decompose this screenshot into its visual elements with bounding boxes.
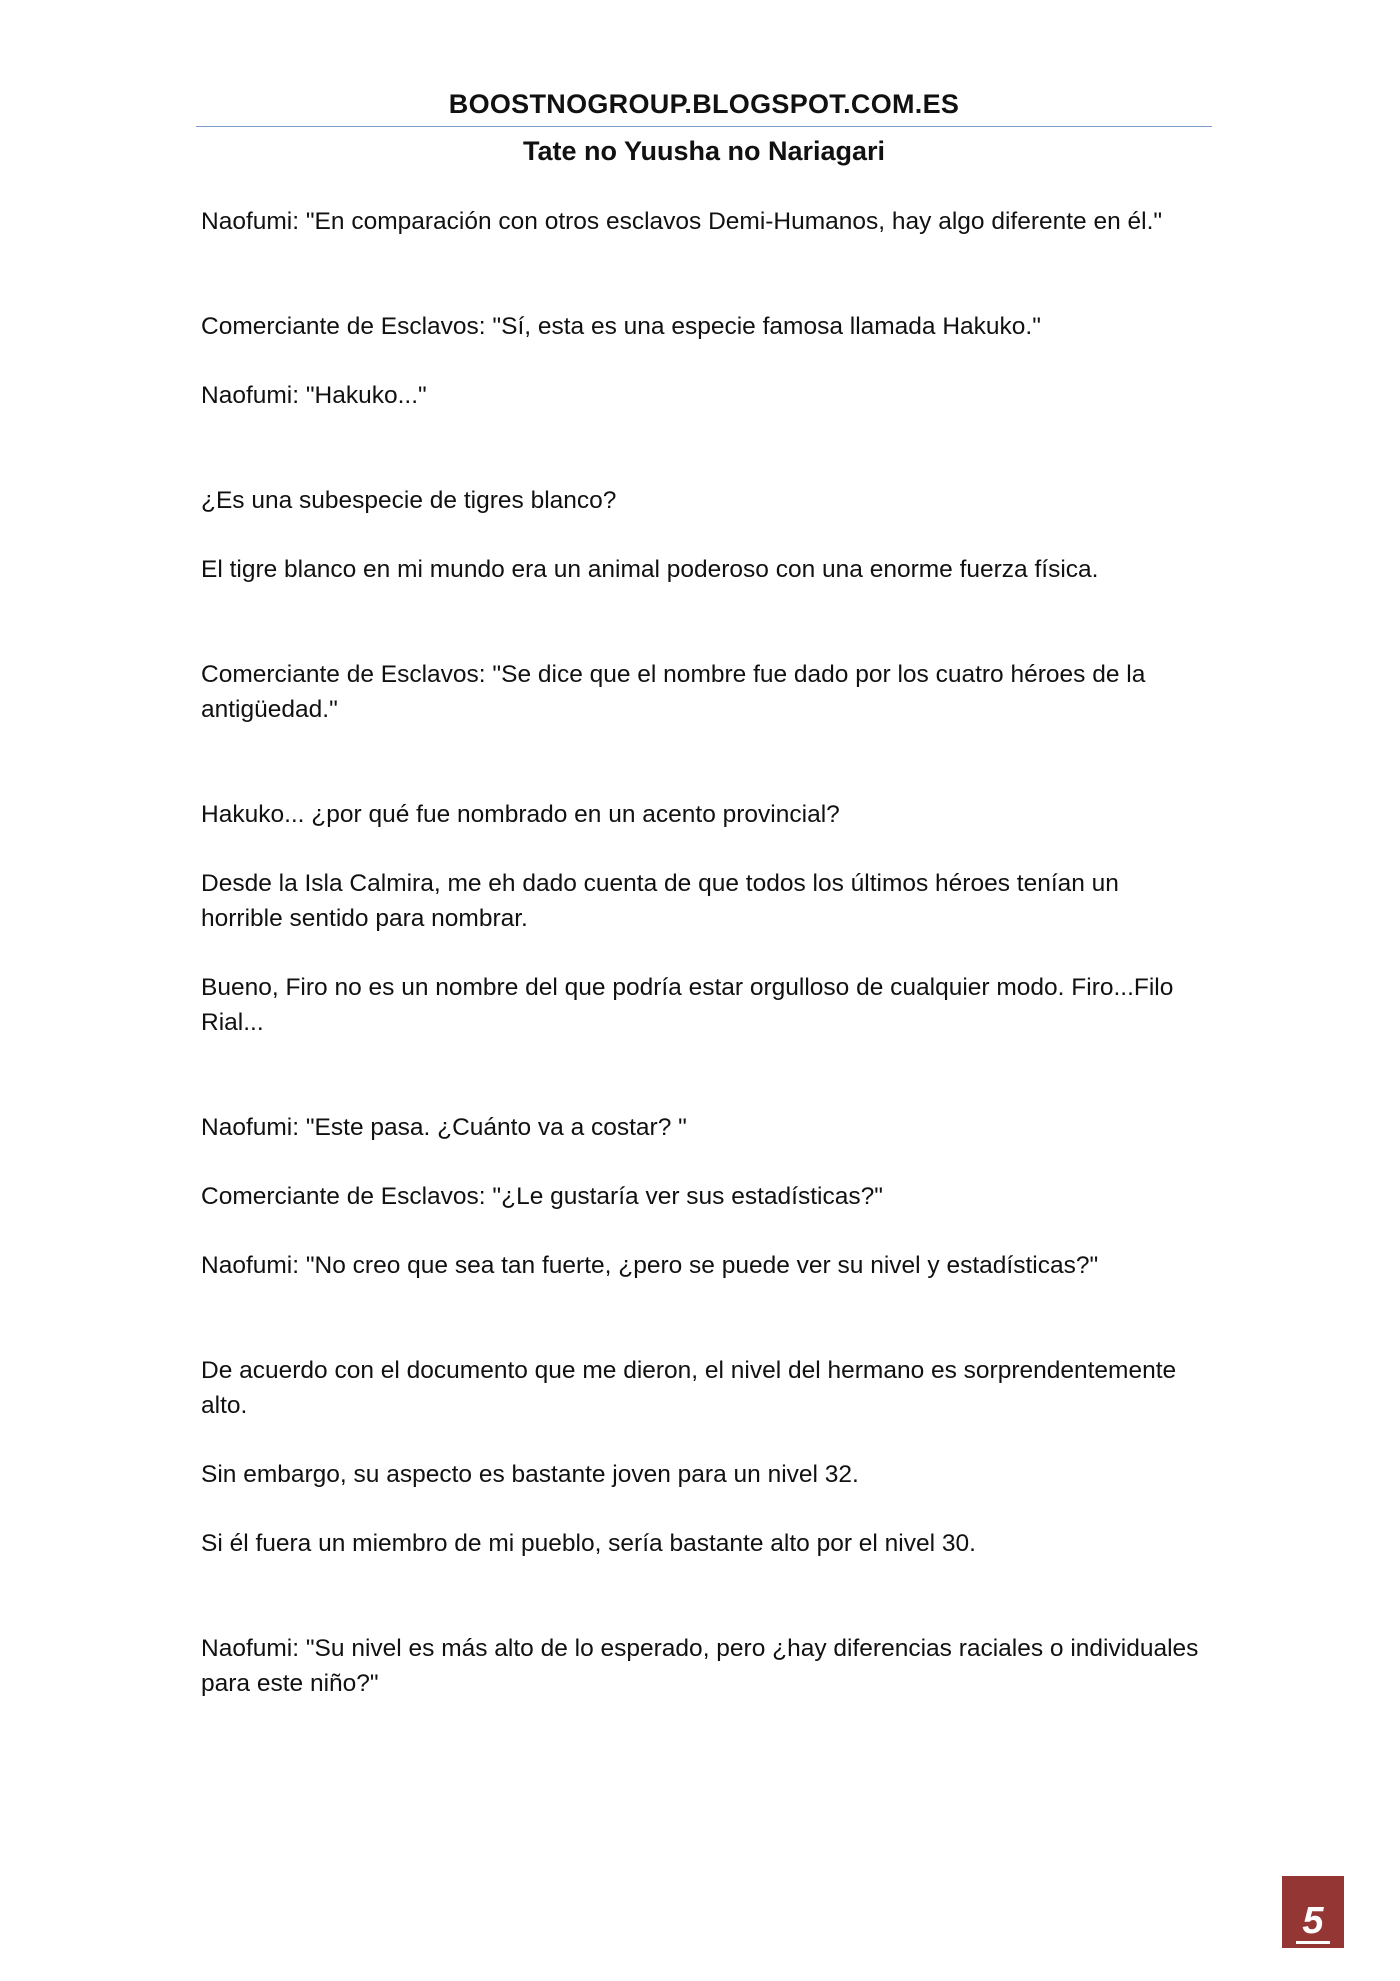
paragraph: El tigre blanco en mi mundo era un animal poderoso con una enorme fuerza física.	[201, 556, 1099, 583]
paragraph: Naofumi: "Hakuko..."	[201, 382, 427, 409]
site-name: BOOSTNOGROUP.BLOGSPOT.COM.ES	[448, 89, 960, 119]
paragraph: Bueno, Firo no es un nombre del que podría estar orgulloso de cualquier modo. Firo...Filo Rial...	[201, 974, 1174, 1036]
document-title: Tate no Yuusha no Nariagari	[522, 136, 886, 166]
paragraph: ¿Es una subespecie de tigres blanco?	[201, 487, 617, 514]
paragraph: Naofumi: "Este pasa. ¿Cuánto va a costar? "	[201, 1114, 687, 1141]
paragraph: Comerciante de Esclavos: "Sí, esta es una especie famosa llamada Hakuko."	[201, 313, 1041, 340]
paragraph: Si él fuera un miembro de mi pueblo, sería bastante alto por el nivel 30.	[201, 1530, 976, 1557]
paragraph: Desde la Isla Calmira, me eh dado cuenta de que todos los últimos héroes tenían un horrible sentido para nombrar.	[201, 870, 1119, 932]
page-number-badge	[1282, 1876, 1344, 1948]
paragraph: Naofumi: "Su nivel es más alto de lo esperado, pero ¿hay diferencias raciales o individuales para este niño?"	[201, 1635, 1199, 1697]
paragraph: Comerciante de Esclavos: "¿Le gustaría ver sus estadísticas?"	[201, 1183, 883, 1210]
page-header	[196, 84, 1212, 171]
page-number: 5	[1296, 1901, 1329, 1944]
paragraph: Sin embargo, su aspecto es bastante joven para un nivel 32.	[201, 1461, 859, 1488]
paragraph: Hakuko... ¿por qué fue nombrado en un acento provincial?	[201, 801, 840, 828]
header-rule	[196, 126, 1212, 127]
paragraph: Naofumi: "No creo que sea tan fuerte, ¿pero se puede ver su nivel y estadísticas?"	[201, 1252, 1099, 1279]
paragraph: Comerciante de Esclavos: "Se dice que el nombre fue dado por los cuatro héroes de la antigüedad."	[201, 661, 1146, 723]
paragraph: De acuerdo con el documento que me dieron, el nivel del hermano es sorprendentemente alto.	[201, 1357, 1177, 1419]
paragraph: Naofumi: "En comparación con otros esclavos Demi-Humanos, hay algo diferente en él."	[201, 208, 1163, 235]
